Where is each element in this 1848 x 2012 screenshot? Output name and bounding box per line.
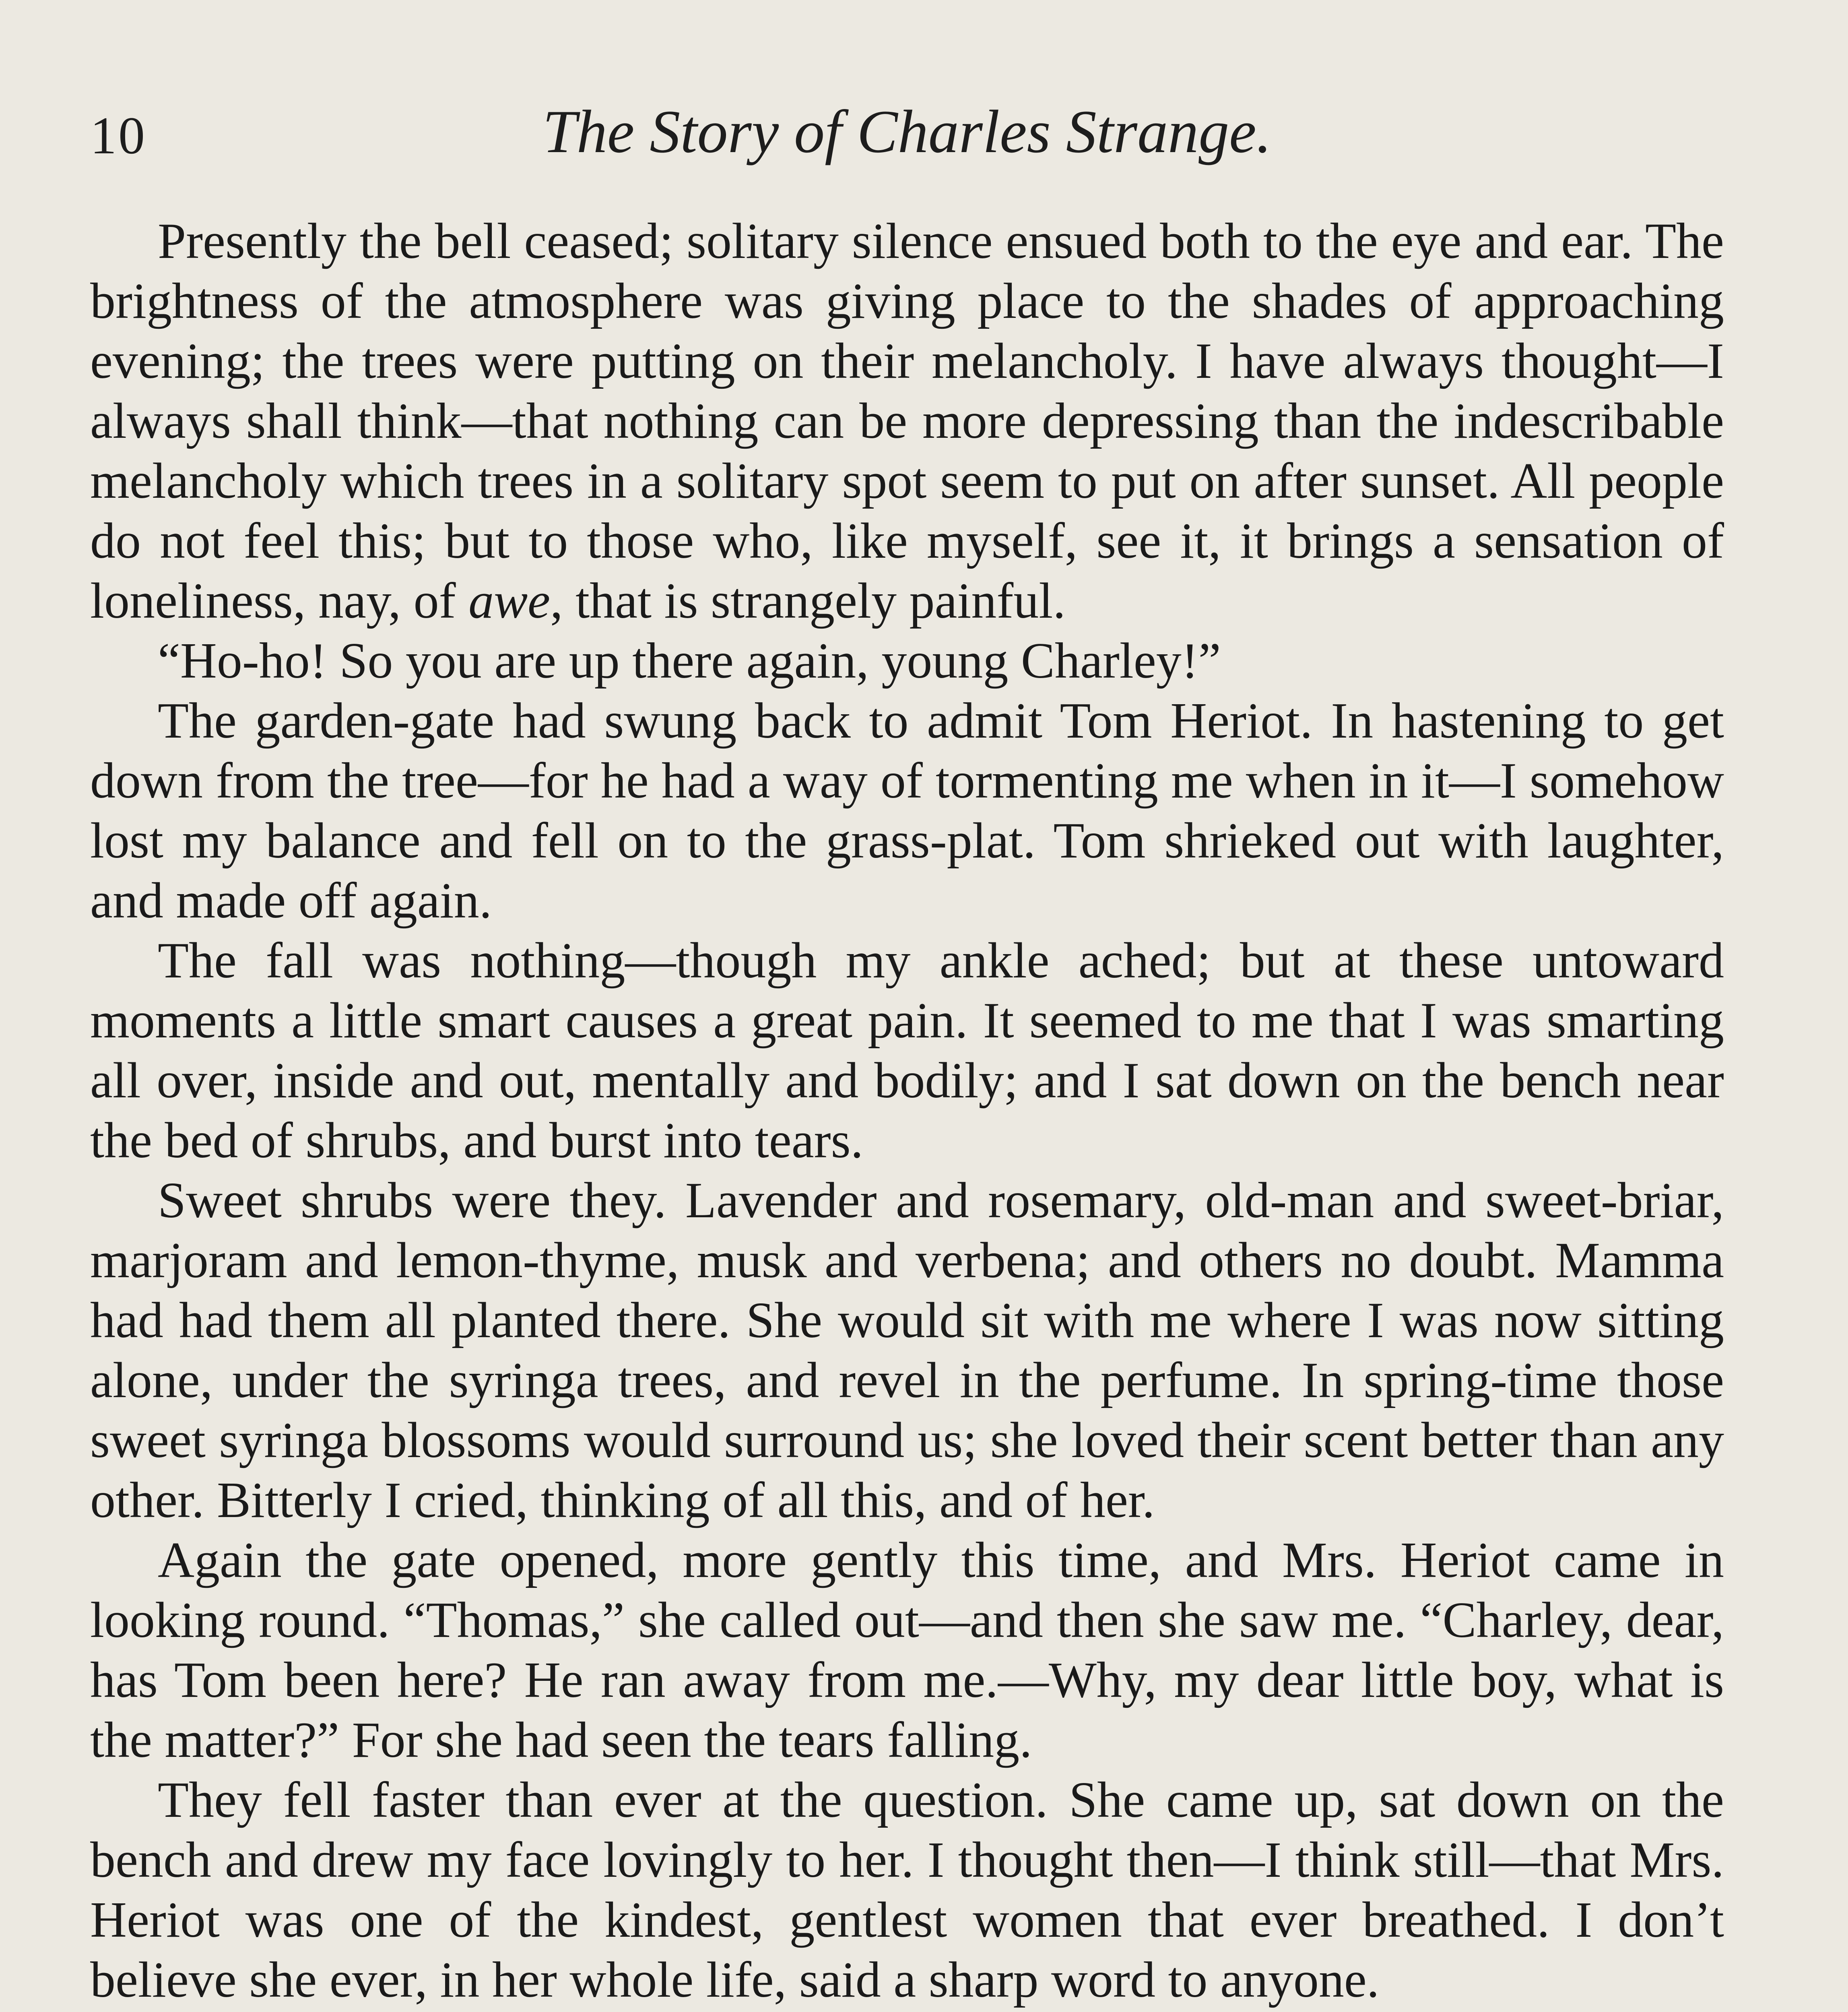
page-header — [90, 97, 1724, 177]
paragraph: The garden-gate had swung back to admit Tom Heriot. In hastening to get down from the tree—for he had a way of tormenting me when in it—I somehow lost my balance and fell on to the grass-plat. Tom shrieked out with laughter, and made off again. — [90, 693, 1724, 929]
body-text — [90, 211, 1724, 2012]
paragraph: Again the gate opened, more gently this time, and Mrs. Heriot came in looking round. “Thomas,” she called out—and then she saw me. “Charley, dear, has Tom been here? He ran away from me.—Why, my dear little boy, what is the matter?” For she had seen the tears falling. — [90, 1532, 1724, 1768]
paragraph: The fall was nothing—though my ankle ached; but at these untoward moments a little smart causes a great pain. It seemed to me that I was smarting all over, inside and out, mentally and bodily; and I sat down on the bench near the bed of shrubs, and burst into tears. — [90, 933, 1724, 1169]
emphasis: awe — [468, 573, 551, 629]
paragraph: Presently the bell ceased; solitary silence ensued both to the eye and ear. The brightness of the atmosphere was giving place to the shades of approaching evening; the trees were putting on their melancholy. I have always thought—I always shall think—that nothing can be more depressing than the indescribable melancholy which trees in a solitary spot seem to put on after sunset. All people do not feel this; but to those who, like myself, see it, it brings a sensation of loneliness, nay, of awe, that is strangely painful. — [90, 213, 1724, 629]
paragraph: Sweet shrubs were they. Lavender and rosemary, old-man and sweet-briar, marjoram and lemon-thyme, musk and verbena; and others no doubt. Mamma had had them all planted there. She would sit with me where I was now sitting alone, under the syringa trees, and revel in the perfume. In spring-time those sweet syringa blossoms would surround us; she loved their scent better than any other. Bitterly I cried, thinking of all this, and of her. — [90, 1173, 1724, 1528]
page-number: 10 — [90, 106, 146, 165]
paragraph — [90, 2010, 1724, 2012]
running-title: The Story of Charles Strange. — [542, 98, 1272, 165]
paragraph: They fell faster than ever at the question. She came up, sat down on the bench and drew my face lovingly to her. I thought then—I think still—that Mrs. Heriot was one of the kindest, gentlest women that ever breathed. I don’t believe she ever, in her whole life, said a sharp word to anyone. — [90, 1772, 1724, 2008]
paragraph: “Ho-ho! So you are up there again, young Charley!” — [158, 633, 1221, 689]
